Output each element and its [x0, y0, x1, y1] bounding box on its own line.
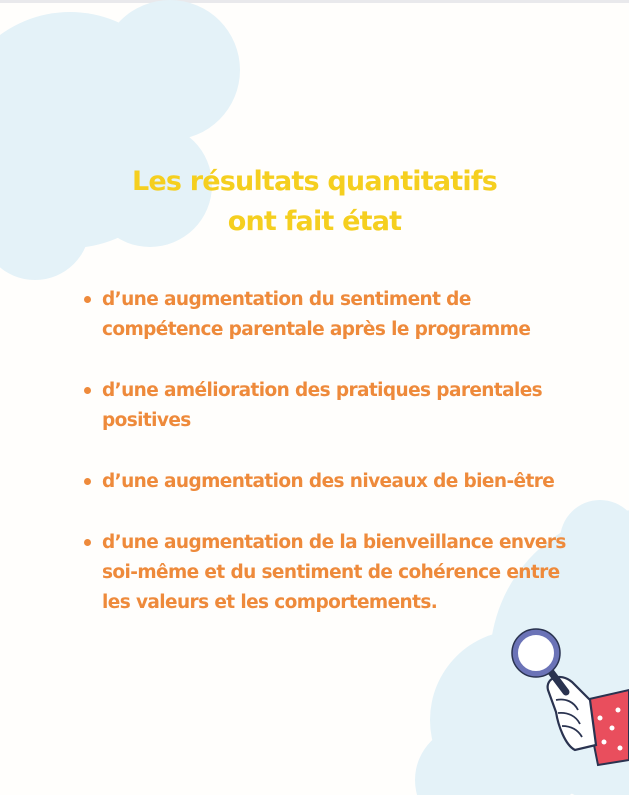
page-title [0, 162, 629, 242]
bullet-dot-icon [84, 387, 91, 394]
list-item-text: positives [102, 410, 191, 431]
list-item [84, 528, 584, 618]
results-list [84, 285, 584, 649]
list-item-text: d’une augmentation du sentiment de [102, 289, 471, 310]
list-item-text: soi-même et du sentiment de cohérence entre [102, 562, 560, 583]
list-item [84, 285, 584, 345]
title-line-1: Les résultats quantitatifs [131, 166, 498, 197]
list-item-text: les valeurs et les comportements. [102, 592, 438, 613]
list-item-text: d’une augmentation de la bienveillance envers [102, 532, 566, 553]
bullet-dot-icon [84, 478, 91, 485]
bullet-dot-icon [84, 296, 91, 303]
list-item-text: compétence parentale après le programme [102, 319, 531, 340]
list-item-text: d’une amélioration des pratiques parentales [102, 380, 543, 401]
list-item [84, 376, 584, 436]
title-line-2: ont fait état [227, 206, 402, 237]
list-item [84, 467, 584, 497]
list-item-text: d’une augmentation des niveaux de bien-être [102, 471, 555, 492]
bullet-dot-icon [84, 539, 91, 546]
